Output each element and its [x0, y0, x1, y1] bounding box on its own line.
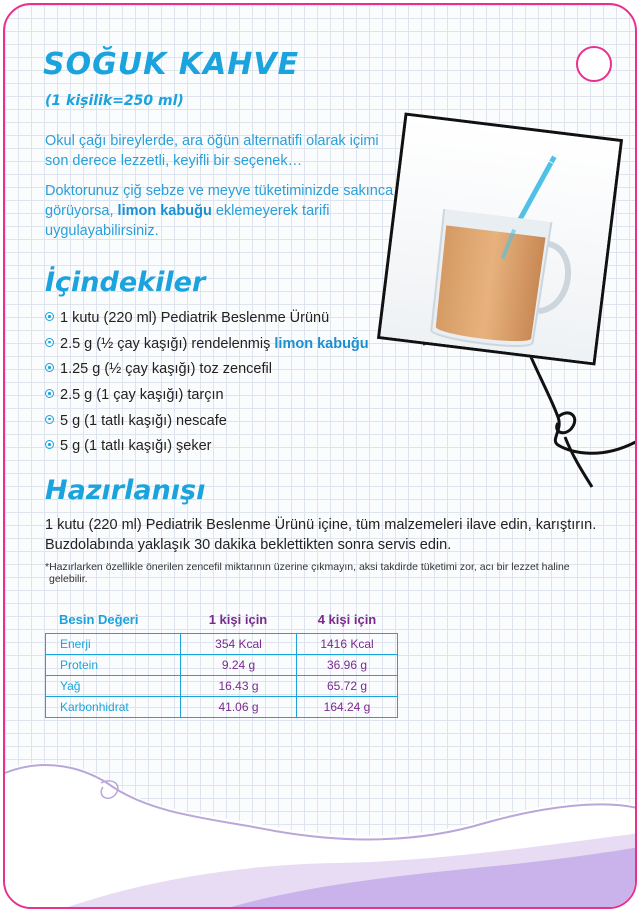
bullet-icon	[45, 338, 54, 347]
table-row: Yağ 16.43 g 65.72 g	[45, 676, 398, 697]
recipe-title: SOĞUK KAHVE	[43, 47, 300, 82]
highlight-lemon-peel: limon kabuğu	[117, 203, 212, 219]
list-item: 2.5 g (1 çay kaşığı) tarçın	[45, 384, 369, 410]
nutrition-table	[45, 605, 398, 718]
intro-paragraph-2: Doktorunuz çiğ sebze ve meyve tüketiminizde sakınca görüyorsa, limon kabuğu eklemeyerek tarifi uygulayabilirsiniz.	[45, 183, 394, 239]
list-item: 1 kutu (220 ml) Pediatrik Beslenme Ürünü	[45, 307, 369, 333]
serving-size: (1 kişilik=250 ml)	[45, 93, 184, 109]
bullet-icon	[45, 363, 54, 372]
ingredients-list	[45, 307, 369, 461]
table-header: Besin Değeri	[59, 611, 139, 627]
highlight-lemon-peel: limon kabuğu	[274, 335, 369, 352]
table-row: Enerji 354 Kcal 1416 Kcal	[45, 633, 398, 655]
table-header: 4 kişi için	[317, 611, 377, 627]
drink-photo	[377, 112, 623, 365]
table-header: 1 kişi için	[208, 611, 268, 627]
bullet-icon	[45, 440, 54, 449]
bullet-icon	[45, 415, 54, 424]
bullet-icon	[45, 312, 54, 321]
list-item: 5 g (1 tatlı kaşığı) şeker	[45, 435, 369, 461]
list-item: 1.25 g (½ çay kaşığı) toz zencefil	[45, 358, 369, 384]
bullet-icon	[45, 389, 54, 398]
preparation-heading: Hazırlanışı	[45, 475, 206, 506]
list-item: 2.5 g (½ çay kaşığı) rendelenmiş limon kabuğu	[45, 333, 369, 359]
intro-paragraph-1: Okul çağı bireylerde, ara öğün alternatifi olarak içimi son derece lezzetli, keyifli bir seçenek…	[45, 133, 379, 169]
table-row: Karbonhidrat 41.06 g 164.24 g	[45, 697, 398, 718]
list-item: 5 g (1 tatlı kaşığı) nescafe	[45, 410, 369, 436]
preparation-note: *Hazırlarken özellikle önerilen zencefil miktarının üzerine çıkmayın, aksi takdirde tüketimi zor, acı bir lezzet haline gelebilir.	[45, 561, 570, 585]
recipe-card	[3, 3, 637, 909]
table-row: Protein 9.24 g 36.96 g	[45, 655, 398, 676]
preparation-text: 1 kutu (220 ml) Pediatrik Beslenme Ürünü içine, tüm malzemeleri ilave edin, karıştırın. Buzdolabında yaklaşık 30 dakika beklettikten sonra servis edin.	[45, 517, 597, 553]
ingredients-heading: İçindekiler	[45, 267, 206, 298]
